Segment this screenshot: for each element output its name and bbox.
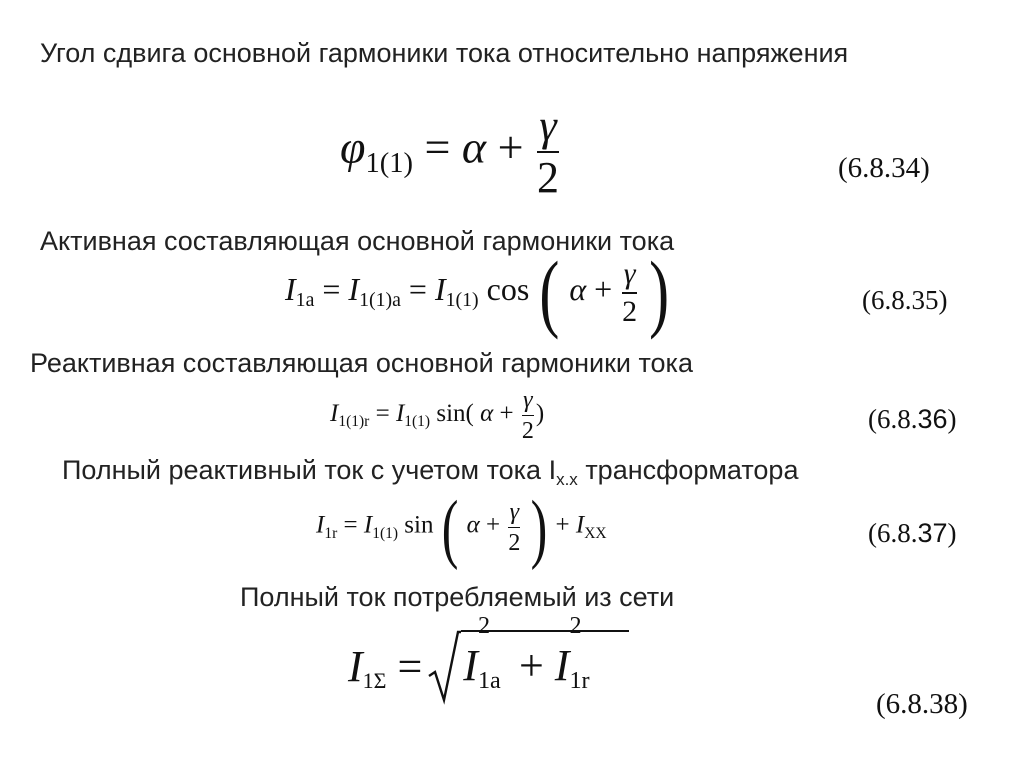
- equals-sign: =: [375, 400, 390, 428]
- radicand: [463, 612, 597, 694]
- right-paren: ): [530, 483, 548, 571]
- left-paren: (: [441, 483, 459, 571]
- text-active-component: Активная составляющая основной гармоники тока: [40, 226, 675, 256]
- subscript: 1(1): [445, 289, 479, 312]
- equation-6-8-35: [285, 243, 671, 340]
- text-phase-angle: Угол сдвига основной гармоники тока относительно напряжения: [40, 38, 849, 68]
- subscript: 1r: [569, 666, 590, 694]
- equation-number-6-8-37: [868, 518, 957, 549]
- right-paren: ): [649, 243, 670, 340]
- equation-number-part: 37: [917, 518, 948, 548]
- equation-number-part: (6.8.: [868, 518, 918, 548]
- fraction-denominator: 2: [622, 294, 638, 328]
- text-full-reactive-current: [62, 455, 799, 489]
- sin-function: sin(: [436, 400, 474, 428]
- equation-number-6-8-35: (6.8.35): [862, 285, 948, 315]
- equation-6-8-38: [348, 612, 633, 706]
- subscript: 1r: [324, 524, 338, 542]
- fraction-numerator: γ: [523, 387, 533, 413]
- superscript: 2: [477, 612, 491, 639]
- current-symbol: I: [285, 270, 296, 307]
- equals-sign: =: [408, 270, 427, 307]
- fraction-gamma-over-2: [508, 500, 520, 555]
- radical-sign-icon: [427, 630, 461, 706]
- subscript: 1Σ: [362, 668, 387, 694]
- fraction-bar: [522, 415, 534, 416]
- fraction-gamma-over-2: [622, 256, 638, 328]
- alpha-symbol: α: [466, 511, 480, 539]
- alpha-symbol: α: [480, 400, 494, 428]
- equation-number-6-8-36: [868, 404, 957, 435]
- plus-sign: +: [555, 511, 570, 539]
- subscript: 1(1): [365, 147, 413, 179]
- sqrt-radical-icon: [433, 612, 633, 706]
- current-symbol: I: [348, 270, 360, 307]
- right-paren: ): [535, 400, 545, 428]
- equation-number-6-8-34: (6.8.34): [838, 152, 930, 184]
- current-symbol: I: [434, 270, 446, 307]
- text-part: Полный реактивный ток с учетом тока I: [62, 455, 557, 485]
- fraction-bar: [622, 292, 637, 294]
- subscript: 1a: [477, 666, 501, 694]
- left-paren: (: [539, 243, 560, 340]
- fraction-numerator: γ: [509, 498, 520, 525]
- superscript: 2: [569, 612, 582, 639]
- fraction-denominator: 2: [508, 529, 521, 556]
- equals-sign: =: [397, 642, 423, 692]
- plus-sign: +: [485, 511, 501, 539]
- text-part: трансформатора: [577, 455, 799, 485]
- subscript: 1a: [295, 289, 315, 312]
- subscript: х.х: [556, 470, 578, 489]
- subscript: 1(1)r: [338, 413, 370, 431]
- fraction-numerator: γ: [539, 101, 557, 150]
- phi-symbol: φ: [340, 121, 366, 173]
- alpha-symbol: α: [569, 270, 587, 307]
- current-symbol: I: [316, 511, 325, 539]
- alpha-symbol: α: [461, 121, 487, 173]
- sin-function: sin: [404, 511, 434, 539]
- subscript: 1(1)a: [359, 289, 401, 312]
- equals-sign: =: [322, 270, 341, 307]
- current-symbol: I: [575, 511, 585, 539]
- text-total-current: Полный ток потребляемый из сети: [240, 582, 675, 612]
- current-symbol: I: [330, 400, 339, 428]
- current-symbol: I: [554, 641, 570, 690]
- subscript: 1(1): [404, 413, 431, 431]
- current-symbol: I: [463, 641, 478, 690]
- plus-sign: +: [594, 270, 613, 307]
- equals-sign: =: [424, 121, 451, 173]
- equation-6-8-34: [340, 101, 561, 202]
- equation-6-8-36: [330, 388, 544, 443]
- equation-number-part: ): [947, 404, 957, 434]
- fraction-gamma-over-2: [522, 388, 534, 443]
- fraction-denominator: 2: [537, 153, 560, 202]
- plus-sign: +: [497, 121, 524, 173]
- equation-number-part: ): [947, 518, 957, 548]
- subscript: 1(1): [372, 524, 399, 542]
- fraction-bar: [508, 527, 520, 528]
- fraction-numerator: γ: [623, 256, 636, 290]
- text-reactive-component: Реактивная составляющая основной гармоники тока: [30, 348, 693, 378]
- current-symbol: I: [348, 642, 363, 692]
- equation-number-part: (6.8.: [868, 404, 918, 434]
- current-symbol: I: [395, 400, 405, 428]
- current-symbol: I: [363, 511, 373, 539]
- fraction-denominator: 2: [521, 418, 534, 444]
- cos-function: cos: [486, 270, 530, 307]
- equation-number-part: 36: [917, 404, 948, 434]
- equation-number-6-8-38: (6.8.38): [876, 688, 968, 720]
- plus-sign: +: [499, 400, 514, 428]
- equation-6-8-37: [316, 483, 607, 571]
- plus-sign: +: [518, 641, 544, 690]
- subscript: XX: [584, 524, 607, 542]
- fraction-gamma-over-2: [537, 101, 560, 202]
- equals-sign: =: [343, 511, 358, 539]
